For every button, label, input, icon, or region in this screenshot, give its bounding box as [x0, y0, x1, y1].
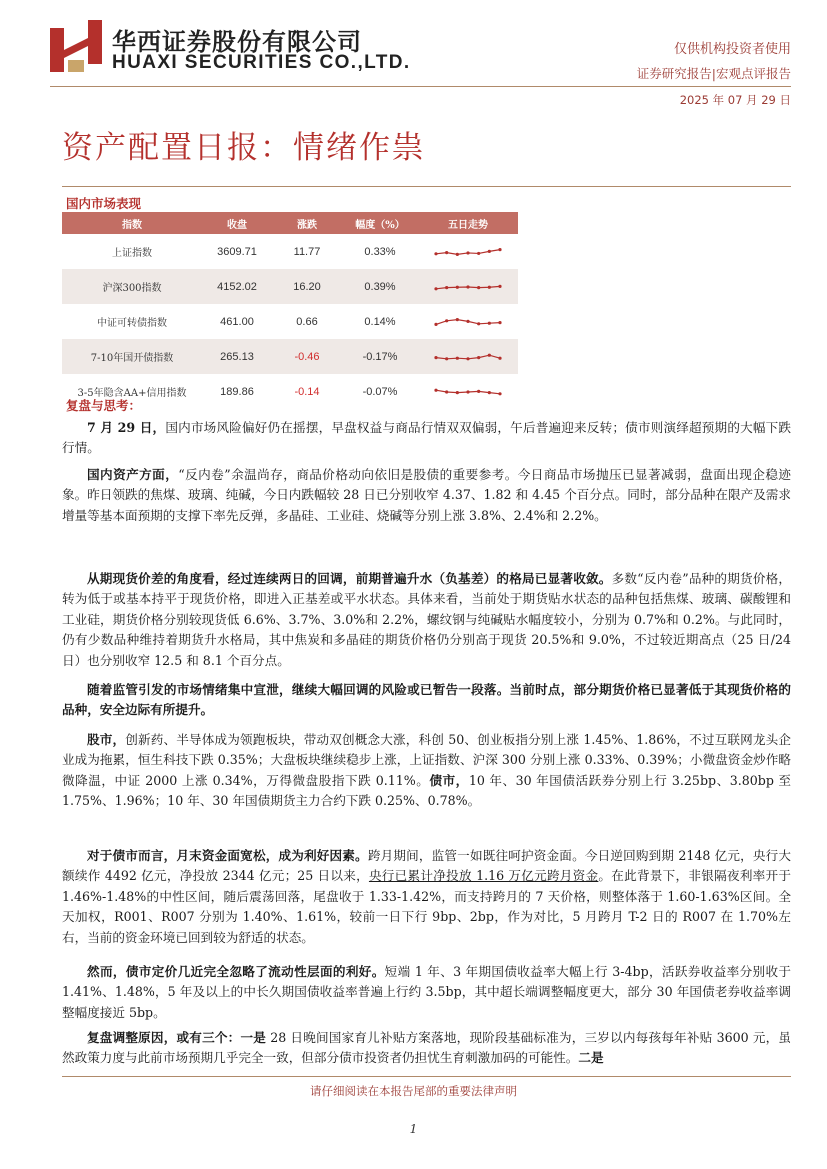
para-text-2: 。在此背景下，非银隔夜利率开于 1.46%-1.48%的中性区间，随后震荡回落，尾盘收于 1.33-1.42%，而支持跨月的 7 天价格，则整体落于 1.60-1.63%区间。全天加权，R001、R007 分别为 1.40%、1.61%，较前一日下行 9bp、2bp，作为对比，5 月跨月 T-2 日的 R007 在 1.70%左右，当前的资金环境已回到较为舒适的状态。	[62, 868, 791, 945]
audience-notice: 仅供机构投资者使用	[673, 42, 791, 57]
para-text: 多数“反内卷”品种的期货价格，转为低于或基本持平于现货价格，即进入正基差或平水状态。具体来看，当前处于期货贴水状态的品种包括焦煤、玻璃、碳酸锂和工业硅，期货价格分别较现货低 6.6%、3.7%、3.0%和 2.2%，螺纹钢与纯碱贴水幅度较小，分别为 0.7%和 0.2%。与此同时，仍有少数品种维持着期货升水格局，其中焦炭和多晶硅的期货价格仍分别高于现货 20.5%和 9.0%，不过较近期高点（25 日/24 日）也分别收窄 12.5 和 8.1 个百分点。	[62, 571, 792, 668]
trend-cell	[418, 339, 518, 374]
sparkline-point	[445, 251, 448, 254]
market-table	[62, 212, 518, 409]
sparkline-point	[477, 251, 480, 254]
company-name-cn: 华西证券股份有限公司	[112, 27, 362, 56]
sparkline-point	[466, 357, 469, 360]
table-row	[62, 234, 518, 269]
sparkline-point	[498, 284, 501, 287]
para-lead: 7 月 29 日，	[87, 420, 166, 435]
index-name: 上证指数	[112, 248, 152, 259]
index-change: 0.66	[296, 315, 318, 328]
col-header: 五日走势	[418, 212, 518, 234]
index-name: 中证可转债指数	[97, 318, 167, 329]
index-change: -0.46	[272, 339, 342, 374]
para-lead: 从期现货价差的角度看，经过连续两日的回调，前期普遍升水（负基差）的格局已显著收敛。	[87, 571, 612, 586]
header-divider	[50, 86, 791, 87]
para-lead-2: 二是	[578, 1050, 604, 1066]
page-number: 1	[409, 1122, 418, 1136]
index-close: 265.13	[202, 339, 272, 374]
index-pct: -0.17%	[342, 339, 418, 374]
title-divider	[62, 186, 791, 187]
sparkline	[433, 278, 503, 296]
para-lead: 对于债市而言，月末资金面宽松，成为利好因素。	[87, 848, 368, 863]
table-row	[62, 269, 518, 304]
index-pct: -0.07%	[362, 385, 398, 398]
sparkline-point	[477, 322, 480, 325]
index-change: 16.20	[272, 269, 342, 304]
sparkline	[433, 313, 503, 331]
para-lead: 然而，债市定价几近完全忽略了流动性层面的利好。	[87, 964, 385, 979]
sparkline-point	[466, 285, 469, 288]
paragraph-7	[62, 962, 791, 1023]
sparkline-point	[456, 285, 459, 288]
report-date: 2025 年 07 月 29 日	[679, 93, 791, 107]
para-lead: 随着监管引发的市场情绪集中宣泄，继续大幅回调的风险或已暂告一段落。当前时点，部分期货价格已显著低于其现货价格的品种，安全边际有所提升。	[62, 682, 791, 718]
para-text: 国内市场风险偏好仍在摇摆，早盘权益与商品行情双双偏弱，午后普遍迎来反转；债市则演绎超预期的大幅下跌行情。	[62, 420, 792, 456]
sparkline-point	[456, 252, 459, 255]
sparkline-point	[498, 321, 501, 324]
para-lead: 股市，	[87, 732, 126, 747]
sparkline-point	[466, 390, 469, 393]
sparkline-point	[488, 321, 491, 324]
sparkline-point	[434, 356, 437, 359]
sparkline-point	[498, 248, 501, 251]
sparkline-point	[488, 249, 491, 252]
para-text: 创新药、半导体成为领跑板块，带动双创概念大涨，科创 50、创业板指分别上涨 1.45%、1.86%，不过互联网龙头企业成为拖累，恒生科技下跌 0.35%；大盘板块继续稳步上涨，上证指数、沪深 300 分别上涨 0.33%、0.39%；小微盘资金炒作略微降温，中证 2000 上涨 0.34%，万得微盘股指下跌 0.11%。	[62, 732, 792, 788]
index-close: 4152.02	[202, 269, 272, 304]
col-header: 幅度（%）	[342, 212, 418, 234]
footer-divider	[62, 1076, 791, 1077]
sparkline-point	[488, 353, 491, 356]
col-header: 指数	[62, 212, 202, 234]
paragraph-5	[62, 730, 791, 812]
sparkline-point	[456, 318, 459, 321]
index-pct: 0.14%	[364, 315, 396, 328]
para-text: “反内卷”余温尚存，商品价格动向依旧是股债的重要参考。今日商品市场抛压已显著减弱，盘面出现企稳迹象。昨日领跌的焦煤、玻璃、纯碱，今日内跌幅较 28 日已分别收窄 4.37、1.82 和 4.45 个百分点。同时，部分品种在限产及需求增量等基本面预期的支撑下率先反弹，多晶硅、工业硅、烧碱等分别上涨 3.8%、2.4%和 2.2%。	[62, 467, 791, 523]
sparkline-point	[434, 287, 437, 290]
sparkline-point	[466, 319, 469, 322]
sparkline-point	[488, 391, 491, 394]
index-name: 7-10年国开债指数	[62, 339, 202, 374]
huaxi-logo-icon	[50, 20, 102, 72]
sparkline-point	[498, 356, 501, 359]
sparkline-point	[434, 322, 437, 325]
sparkline-point	[488, 285, 491, 288]
sparkline-point	[445, 357, 448, 360]
para-text-2: 10 年、30 年国债活跃券分别上行 3.25bp、3.80bp 至 1.75%、1.96%；10 年、30 年国债期货主力合约下跌 0.25%、0.78%。	[62, 772, 792, 809]
sparkline-point	[445, 390, 448, 393]
para-lead: 国内资产方面，	[87, 467, 179, 482]
legal-notice: 请仔细阅读在本报告尾部的重要法律声明	[310, 1084, 517, 1098]
index-change: 11.77	[293, 245, 321, 258]
sparkline-point	[477, 286, 480, 289]
index-pct: 0.39%	[342, 269, 418, 304]
trend-cell	[418, 269, 518, 304]
index-change: -0.14	[294, 385, 320, 398]
index-close: 3609.71	[217, 245, 257, 258]
paragraph-4	[62, 680, 791, 721]
trend-cell	[418, 234, 518, 269]
sparkline	[433, 243, 503, 261]
para-text: 28 日晚间国家育儿补贴方案落地，现阶段基础标准为，三岁以内每孩每年补贴 3600 元，虽然政策力度与此前市场预期几乎完全一致，但部分债市投资者仍担忧生育刺激加码的可能性。	[62, 1030, 791, 1066]
report-type: 证券研究报告|宏观点评报告	[636, 66, 791, 81]
sparkline-point	[456, 356, 459, 359]
market-table-header	[62, 212, 518, 234]
para-text: 跨月期间，监管一如既往呵护资金面。今日逆回购到期 2148 亿元，央行大额续作 4492 亿元，净投放 2344 亿元；25 日以来，	[62, 848, 791, 884]
index-name: 沪深300指数	[62, 269, 202, 304]
sparkline-point	[477, 356, 480, 359]
col-header: 涨跌	[272, 212, 342, 234]
paragraph-6	[62, 846, 791, 948]
report-title: 资产配置日报：情绪作祟	[62, 130, 425, 166]
paragraph-8	[62, 1028, 791, 1069]
sparkline-point	[477, 389, 480, 392]
paragraph-1	[62, 418, 791, 459]
index-pct: 0.33%	[364, 245, 396, 258]
sparkline-point	[445, 319, 448, 322]
market-section-label: 国内市场表现	[66, 196, 142, 211]
para-lead: 复盘调整原因，或有三个：一是	[87, 1030, 267, 1045]
sparkline-point	[445, 286, 448, 289]
paragraph-3	[62, 569, 791, 671]
sparkline	[433, 383, 503, 401]
sparkline-point	[466, 251, 469, 254]
trend-cell	[418, 374, 518, 409]
review-section-label: 复盘与思考：	[66, 398, 142, 413]
table-row	[62, 304, 518, 339]
sparkline-point	[498, 392, 501, 395]
para-text: 短端 1 年、3 年期国债收益率大幅上行 3-4bp，活跃券收益率分别收于 1.41%、1.48%，5 年及以上的中长久期国债收益率普遍上行约 3.5bp，其中超长端调整幅度更大，部分 30 年国债老券收益率调整幅度接近 5bp。	[62, 964, 791, 1020]
company-name-en: HUAXI SECURITIES CO.,LTD.	[112, 52, 411, 73]
trend-cell	[418, 304, 518, 339]
para-lead-2: 债市，	[429, 772, 469, 788]
sparkline-point	[434, 388, 437, 391]
table-row	[62, 339, 518, 374]
col-header: 收盘	[202, 212, 272, 234]
index-name: 3-5年隐含AA+信用指数	[77, 388, 187, 399]
sparkline-point	[434, 252, 437, 255]
para-underlined: 央行已累计净投放 1.16 万亿元跨月资金	[368, 868, 599, 884]
sparkline	[433, 348, 503, 366]
paragraph-2	[62, 465, 791, 526]
sparkline-point	[456, 391, 459, 394]
index-close: 461.00	[220, 315, 254, 328]
index-close: 189.86	[220, 385, 254, 398]
